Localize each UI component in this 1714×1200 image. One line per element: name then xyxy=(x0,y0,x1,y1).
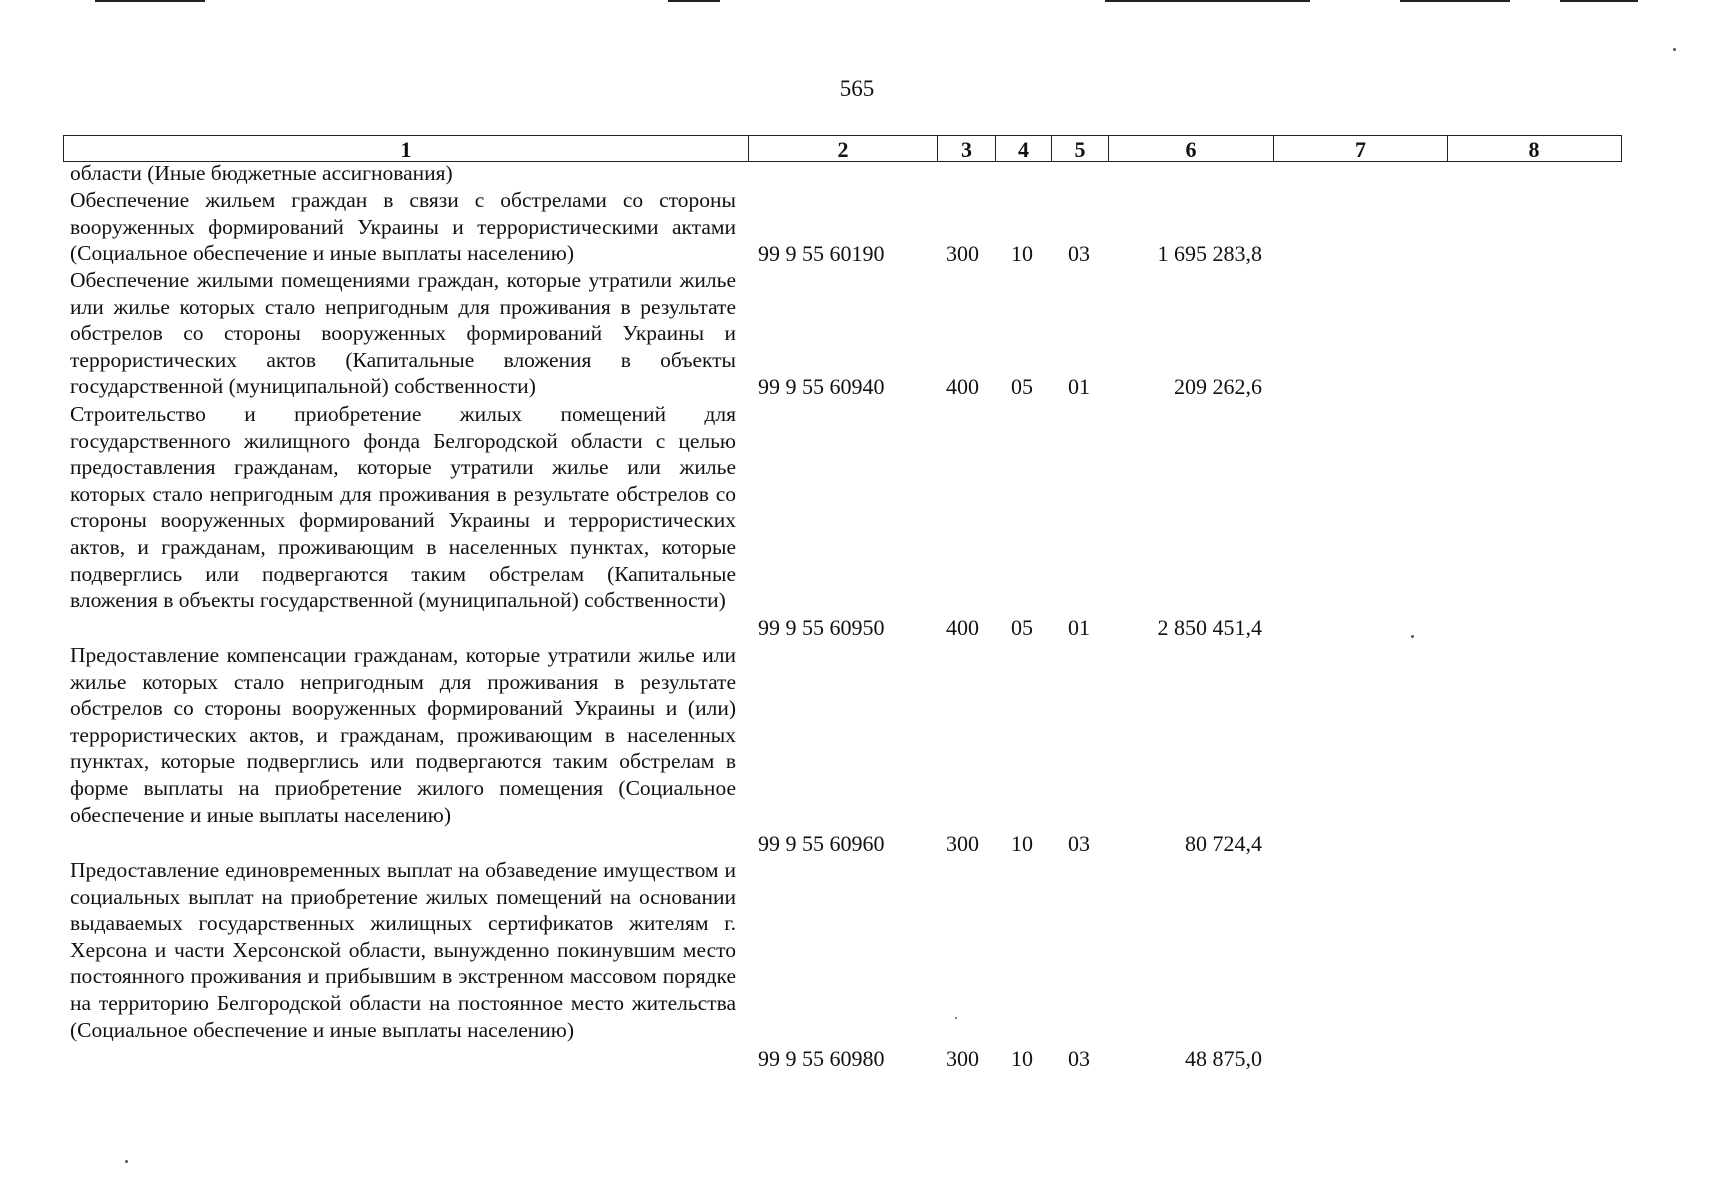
header-col-2: 2 xyxy=(749,136,938,161)
row-expense-type: 400 xyxy=(946,615,979,640)
page-number: 565 xyxy=(839,76,875,101)
header-col-1: 1 xyxy=(64,136,749,161)
top-edge-rule xyxy=(1400,0,1510,2)
header-col-6: 6 xyxy=(1109,136,1274,161)
header-col-3: 3 xyxy=(938,136,996,161)
row-section: 10 xyxy=(1011,831,1033,856)
row-target-code: 99 9 55 60960 xyxy=(758,831,885,856)
header-col-4: 4 xyxy=(996,136,1052,161)
row-section: 10 xyxy=(1011,1046,1033,1071)
column-number-header xyxy=(63,135,1622,162)
row-expense-type: 300 xyxy=(946,831,979,856)
top-edge-rule xyxy=(95,0,205,2)
scan-speck xyxy=(125,1160,128,1163)
row-target-code: 99 9 55 60940 xyxy=(758,374,885,399)
row-description: Строительство и приобретение жилых помещений для государственного жилищного фонда Белгородской области с целью предоставления гражданам, которые утратили жилье или жилье которых стало непригодным для проживания в результате обстрелов со стороны вооруженных формирований Украины и террористических актов, и гражданам, проживающим в населенных пунктах, которые подверглись или подвергаются таким обстрелам (Капитальные вложения в объекты государственной (муниципальной) собственности) xyxy=(70,402,736,613)
row-description: области (Иные бюджетные ассигнования) xyxy=(70,161,453,185)
row-amount: 209 262,6 xyxy=(1174,374,1262,399)
row-subsection: 03 xyxy=(1068,241,1090,266)
row-target-code: 99 9 55 60980 xyxy=(758,1046,885,1071)
scan-speck xyxy=(955,1017,957,1019)
scan-speck xyxy=(1673,48,1676,51)
header-col-8: 8 xyxy=(1528,137,1540,162)
top-edge-rule xyxy=(1560,0,1638,2)
row-expense-type: 300 xyxy=(946,1046,979,1071)
row-description: Обеспечение жилыми помещениями граждан, которые утратили жилье или жилье которых стало непригодным для проживания в результате обстрелов со стороны вооруженных формирований Украины и террористических актов (Капитальные вложения в объекты государственной (муниципальной) собственности) xyxy=(70,268,736,399)
row-amount: 1 695 283,8 xyxy=(1157,241,1262,266)
row-description: Предоставление единовременных выплат на обзаведение имуществом и социальных выплат на приобретение жилых помещений на основании выдаваемых государственных жилищных сертификатов жителям г. Херсона и части Херсонской области, вынужденно покинувшим место постоянного проживания и прибывшим в экстренном массовом порядке на территорию Белгородской области на постоянное место жительства (Социальное обеспечение и иные выплаты населению) xyxy=(70,858,736,1042)
top-edge-rule xyxy=(668,0,720,2)
row-expense-type: 300 xyxy=(946,241,979,266)
header-col-5: 5 xyxy=(1052,136,1109,161)
row-description: Предоставление компенсации гражданам, которые утратили жилье или жилье которых стало непригодным для проживания в результате обстрелов со стороны вооруженных формирований Украины и (или) террористических актов, и гражданам, проживающим в населенных пунктах, которые подверглись или подвергаются таким обстрелам в форме выплаты на приобретение жилого помещения (Социальное обеспечение и иные выплаты населению) xyxy=(70,643,736,827)
row-subsection: 03 xyxy=(1068,1046,1090,1071)
row-section: 05 xyxy=(1011,374,1033,399)
row-amount: 48 875,0 xyxy=(1185,1046,1262,1071)
row-expense-type: 400 xyxy=(946,374,979,399)
row-target-code: 99 9 55 60950 xyxy=(758,615,885,640)
header-col-7: 7 xyxy=(1274,136,1448,161)
row-section: 10 xyxy=(1011,241,1033,266)
row-target-code: 99 9 55 60190 xyxy=(758,241,885,266)
row-section: 05 xyxy=(1011,615,1033,640)
row-amount: 80 724,4 xyxy=(1185,831,1262,856)
row-subsection: 01 xyxy=(1068,615,1090,640)
row-amount: 2 850 451,4 xyxy=(1157,615,1262,640)
top-edge-rule xyxy=(1105,0,1310,2)
row-subsection: 03 xyxy=(1068,831,1090,856)
scan-speck xyxy=(1411,635,1414,638)
row-subsection: 01 xyxy=(1068,374,1090,399)
row-description: Обеспечение жильем граждан в связи с обстрелами со стороны вооруженных формирований Украины и террористическими актами (Социальное обеспечение и иные выплаты населению) xyxy=(70,188,736,266)
